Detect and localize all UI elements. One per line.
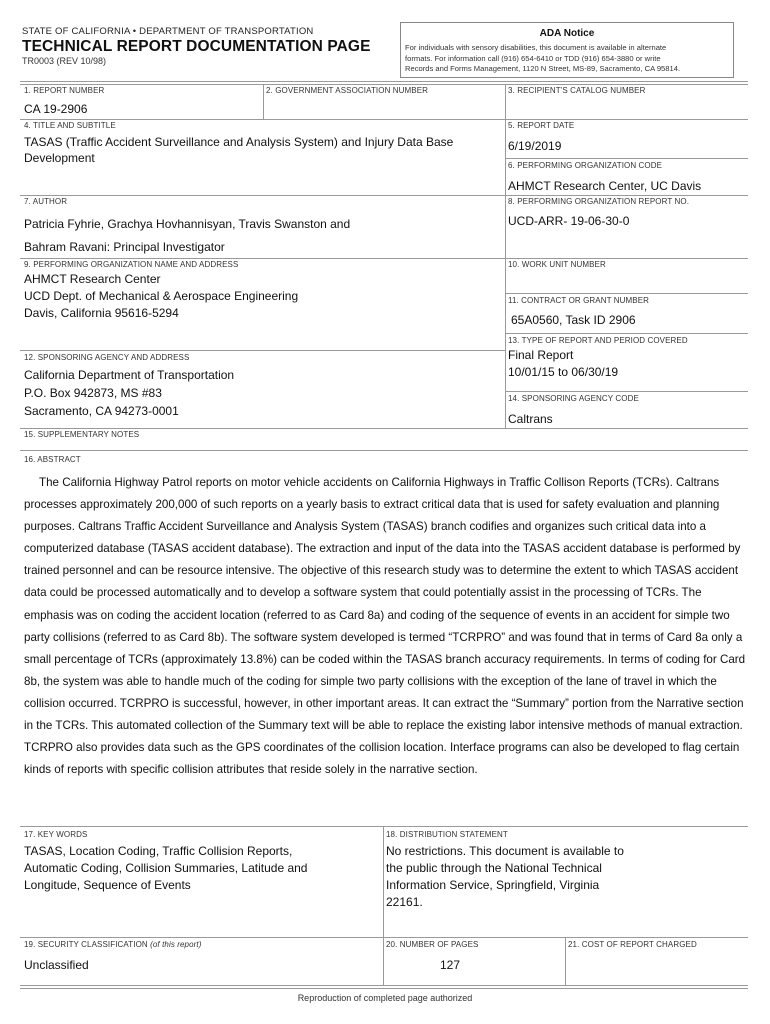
- performing-org-report-label: 8. PERFORMING ORGANIZATION REPORT NO.: [508, 197, 690, 206]
- num-pages-value: 127: [440, 958, 461, 972]
- sponsoring-agency-code-label: 14. SPONSORING AGENCY CODE: [508, 394, 639, 403]
- title-subtitle-value: [24, 134, 453, 166]
- abstract-label: 16. ABSTRACT: [24, 455, 81, 464]
- work-unit-label: 10. WORK UNIT NUMBER: [508, 260, 606, 269]
- distribution-line: the public through the National Technical: [386, 861, 602, 875]
- security-class-label-text: 19. SECURITY CLASSIFICATION: [24, 940, 148, 949]
- author-line: Bahram Ravani: Principal Investigator: [24, 240, 225, 254]
- security-class-label-note: (of this report): [150, 940, 202, 949]
- report-type-line: Final Report: [508, 348, 574, 362]
- distribution-value: [386, 843, 624, 911]
- distribution-line: Information Service, Springfield, Virginia: [386, 878, 600, 892]
- report-type-value: [508, 347, 618, 381]
- distribution-line: 22161.: [386, 895, 423, 909]
- supplementary-notes-label: 15. SUPPLEMENTARY NOTES: [24, 430, 140, 439]
- security-class-value: Unclassified: [24, 958, 89, 972]
- performing-org-code-label: 6. PERFORMING ORGANIZATION CODE: [508, 161, 663, 170]
- distribution-label: 18. DISTRIBUTION STATEMENT: [386, 830, 508, 839]
- performing-org-name-value: [24, 271, 298, 322]
- ada-line: For individuals with sensory disabilities, this document is available in alternate: [405, 43, 667, 52]
- sponsor-line: Sacramento, CA 94273-0001: [24, 404, 179, 418]
- report-number-label: 1. REPORT NUMBER: [24, 86, 105, 95]
- abstract-text: The California Highway Patrol reports on motor vehicle accidents on California Highways in Traffic Collison Reports (TCRs). Caltrans processes approximately 200,000 of such reports on a yearly basis to extract critical data that is used for safety evaluation and planning purposes. Caltrans Traffic Accident Surveillance and Analysis System (TASAS) branch codifies and organizes such critical data into a computerized database (TASAS accident database). The extraction and input of the data into the TASAS accident database is performed by trained personnel and can be resource intensive. The objective of this research study was to determine the extent to which TASAS accident data could be processed automatically and to develop a software system that could potentially assist in the processing of TCRs. The emphasis was on coding the accident location (referred to as Card 8a) and coding of the sequence of events in an accident for simple two party collisions (referred to as Card 8b). The software system developed is termed “TCRPRO” and was found that in terms of Card 8a only a small percentage of TCRs (approximately 13.8%) can be coded within the TASAS branch accuracy requirements. In terms of coding for Card 8b, the system was able to handle much of the coding for simple two party collisions with the exception of the lane of travel in which the collision occurred. TCRPRO is successful, however, in other important areas. It can extract the “Summary” portion from the Narrative section in the TCRs. This automated collection of the Summary text will be able to replace the existing labor intensive methods of manual extraction. TCRPRO also provides data such as the GPS coordinates of the collision location. Interface programs can also be developed to flag certain kinds of reports with specific collision attributes that reside solely in the narrative section.: [24, 476, 746, 777]
- num-pages-label: 20. NUMBER OF PAGES: [386, 940, 479, 949]
- reproduction-note: Reproduction of completed page authorized: [297, 993, 473, 1003]
- author-line: Patricia Fyhrie, Grachya Hovhannisyan, Travis Swanston and: [24, 217, 351, 231]
- performing-org-report-value: UCD-ARR- 19-06-30-0: [508, 214, 630, 228]
- page-title: TECHNICAL REPORT DOCUMENTATION PAGE: [22, 38, 371, 55]
- report-type-label: 13. TYPE OF REPORT AND PERIOD COVERED: [508, 336, 688, 345]
- ada-line: Records and Forms Management, 1120 N Street, MS-89, Sacramento, CA 95814.: [405, 64, 681, 73]
- contract-grant-label: 11. CONTRACT OR GRANT NUMBER: [508, 296, 650, 305]
- report-number-value: CA 19-2906: [24, 102, 88, 116]
- key-words-value: [24, 843, 307, 894]
- title-line: TASAS (Traffic Accident Surveillance and Analysis System) and Injury Data Base: [24, 135, 454, 149]
- title-line: Development: [24, 151, 95, 165]
- key-words-label: 17. KEY WORDS: [24, 830, 88, 839]
- report-type-line: 10/01/15 to 06/30/19: [508, 365, 619, 379]
- org-line: Davis, California 95616-5294: [24, 306, 179, 320]
- ada-notice-text: [405, 43, 729, 75]
- ada-notice-title: ADA Notice: [539, 28, 595, 39]
- form-number: TR0003 (REV 10/98): [22, 56, 107, 66]
- sponsoring-agency-code-value: Caltrans: [508, 412, 553, 426]
- sponsoring-agency-value: [24, 366, 234, 420]
- sponsor-line: P.O. Box 942873, MS #83: [24, 386, 162, 400]
- org-line: AHMCT Research Center: [24, 272, 161, 286]
- agency-line: STATE OF CALIFORNIA • DEPARTMENT OF TRANSPORTATION: [22, 26, 314, 37]
- title-subtitle-label: 4. TITLE AND SUBTITLE: [24, 121, 116, 130]
- cost-label: 21. COST OF REPORT CHARGED: [568, 940, 697, 949]
- author-label: 7. AUTHOR: [24, 197, 68, 206]
- author-value: [24, 213, 350, 259]
- gov-accession-label: 2. GOVERNMENT ASSOCIATION NUMBER: [266, 86, 429, 95]
- key-words-line: TASAS, Location Coding, Traffic Collision Reports,: [24, 844, 293, 858]
- performing-org-name-label: 9. PERFORMING ORGANIZATION NAME AND ADDRESS: [24, 260, 239, 269]
- ada-line: formats. For information call (916) 654-6410 or TDD (916) 654-3880 or write: [405, 53, 661, 63]
- ada-notice-box: [400, 22, 734, 78]
- security-class-label: [24, 940, 202, 949]
- report-date-value: 6/19/2019: [508, 139, 562, 153]
- sponsor-line: California Department of Transportation: [24, 368, 235, 382]
- org-line: UCD Dept. of Mechanical & Aerospace Engineering: [24, 289, 299, 303]
- distribution-line: No restrictions. This document is available to: [386, 844, 624, 858]
- contract-grant-value: 65A0560, Task ID 2906: [511, 313, 636, 327]
- recipient-catalog-label: 3. RECIPIENT'S CATALOG NUMBER: [508, 86, 646, 95]
- performing-org-code-value: AHMCT Research Center, UC Davis: [508, 179, 702, 193]
- key-words-line: Longitude, Sequence of Events: [24, 878, 191, 892]
- key-words-line: Automatic Coding, Collision Summaries, Latitude and: [24, 861, 308, 875]
- report-date-label: 5. REPORT DATE: [508, 121, 575, 130]
- sponsoring-agency-label: 12. SPONSORING AGENCY AND ADDRESS: [24, 353, 190, 362]
